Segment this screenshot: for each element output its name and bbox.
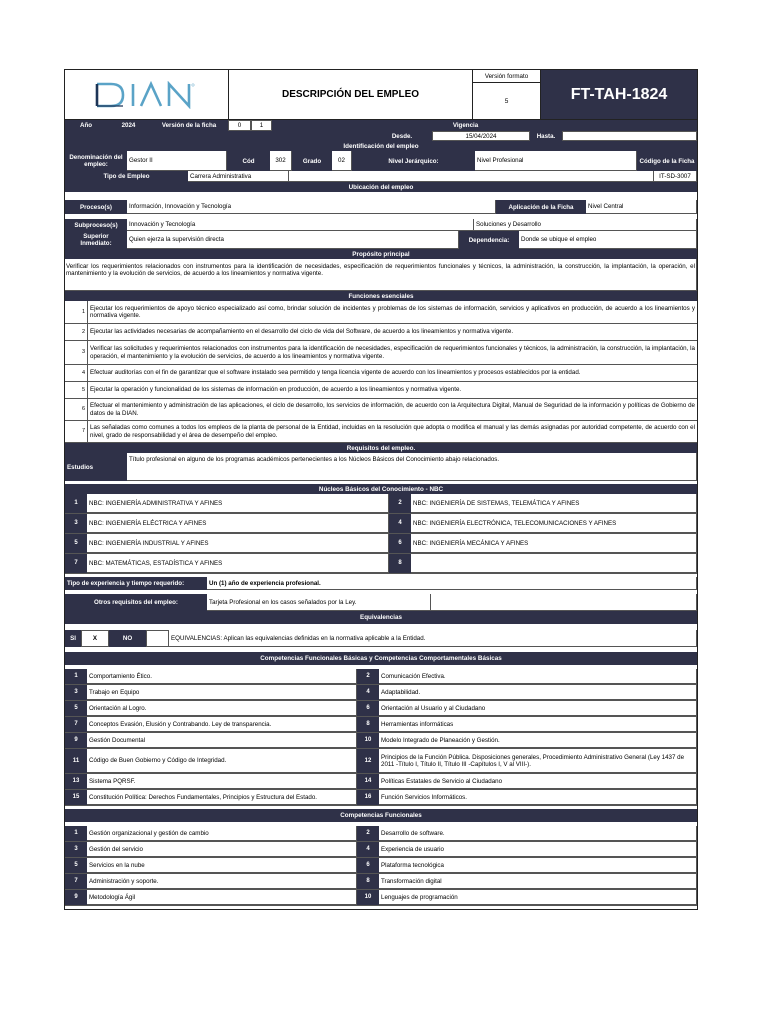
funcion-row: [65, 421, 697, 443]
version-formato-box: [473, 70, 541, 119]
otros-blank: [431, 594, 697, 611]
equivalencias-text: EQUIVALENCIAS: Aplican las equivalencias definidas en la normativa aplicable a la Entidad.: [169, 630, 697, 647]
competencia-number: 1: [65, 669, 87, 684]
competencia-row: [65, 858, 697, 874]
estudios-value: Título profesional en alguno de los programas académicos pertenecientes a los Núcleos Básicos del Conocimiento abajo relacionados.: [127, 453, 697, 481]
competencia-row: [65, 790, 697, 806]
ubicacion-row-2: [65, 219, 697, 231]
spacer: [65, 906, 697, 909]
no-label: NO: [109, 630, 146, 647]
competencia-number: 10: [357, 733, 379, 748]
anio-value: 2024: [107, 120, 150, 131]
tipo-label: Tipo de Empleo: [65, 171, 188, 182]
spacer: [65, 192, 697, 200]
funcion-text: Efectuar el mantenimiento y administración de las aplicaciones, el ciclo de desarrollo, los servicios de información, de acuerdo con la Arquitectura Digital, Manual de Seguridad de la información y políticas de Gobierno de datos de la DIAN.: [87, 399, 697, 420]
competencia-row: [65, 890, 697, 906]
competencia-text: Adaptabilidad.: [379, 685, 697, 700]
nbc-number: 5: [65, 534, 87, 553]
subproceso-value-2: Soluciones y Desarrollo: [474, 219, 697, 231]
competencia-text: Orientación al Usuario y al Ciudadano: [379, 701, 697, 716]
desde-label: Desde.: [372, 131, 432, 141]
competencia-row: [65, 874, 697, 890]
nbc-item-text: NBC: INGENIERÍA INDUSTRIAL Y AFINES: [87, 534, 389, 553]
meta-blank-2: [65, 131, 372, 141]
estudios-row: [65, 453, 697, 481]
nbc-row: [65, 494, 697, 514]
competencia-row: [65, 842, 697, 858]
funcion-text: Las señaladas como comunes a todos los empleos de la planta de personal de la Entidad, incluidas en la resolución que adopta o modifica el manual y las demás asignadas por autoridad competente, de acuerdo con el nivel, grado de responsabilidad y el área de desempeño del empleo.: [87, 421, 697, 442]
funcion-number: 2: [65, 324, 87, 340]
funcion-row: [65, 341, 697, 365]
competencia-number: 9: [65, 890, 87, 905]
competencia-row: [65, 685, 697, 701]
si-value[interactable]: X: [81, 630, 109, 647]
competencia-number: 6: [357, 701, 379, 716]
subproceso-label: Subproceso(s): [65, 219, 127, 231]
competencia-row: [65, 669, 697, 685]
competencia-number: 16: [357, 790, 379, 805]
competencia-row: [65, 717, 697, 733]
competencia-number: 5: [65, 858, 87, 873]
competencias-basicas-section-title: Competencias Funcionales Básicas y Competencias Comportamentales Básicas: [65, 652, 697, 665]
competencias-funcionales-section-title: Competencias Funcionales: [65, 809, 697, 822]
grado-value: 02: [332, 151, 352, 171]
dian-logo: [65, 70, 229, 119]
meta-row-2: [65, 131, 697, 141]
nbc-section-title: Núcleos Básicos del Conocimiento - NBC: [65, 484, 697, 494]
competencia-text: Constitución Política: Derechos Fundamentales, Principios y Estructura del Estado.: [87, 790, 357, 805]
competencia-text: Desarrollo de software.: [379, 826, 697, 841]
no-value[interactable]: [146, 630, 169, 647]
funcion-row: [65, 382, 697, 399]
superior-value: Quien ejerza la supervisión directa: [127, 231, 459, 249]
aplicacion-label: Aplicación de la Ficha: [496, 200, 586, 214]
competencia-number: 10: [357, 890, 379, 905]
identificacion-row-2: [65, 171, 697, 182]
competencia-text: Servicios en la nube: [87, 858, 357, 873]
competencia-number: 5: [65, 701, 87, 716]
funcion-text: Ejecutar los requerimientos de apoyo técnico especializado así como, brindar solución de incidentes y problemas de los sistemas de información, servicios y aplicativos en producción, de acuerdo a los lineamientos y normativa vigente.: [87, 301, 697, 323]
proceso-label: Proceso(s): [65, 200, 127, 214]
competencia-text: Código de Buen Gobierno y Código de Integridad.: [87, 749, 357, 773]
funcion-row: [65, 301, 697, 324]
competencia-text: Conceptos Evasión, Elusión y Contrabando. Ley de transparencia.: [87, 717, 357, 732]
cod-label: Cód: [227, 151, 270, 171]
version-ficha-label: Versión de la ficha: [150, 120, 228, 131]
competencia-number: 3: [65, 685, 87, 700]
competencia-row: [65, 701, 697, 717]
nbc-number: 1: [65, 494, 87, 513]
competencia-text: Gestión del servicio: [87, 842, 357, 857]
otros-label: Otros requisitos del empleo:: [65, 594, 207, 611]
tipo-value: Carrera Administrativa: [188, 171, 289, 182]
job-description-form: [64, 69, 698, 910]
competencia-number: 7: [65, 874, 87, 889]
nbc-number: 6: [389, 534, 411, 553]
nbc-item-text: [411, 554, 697, 573]
competencia-row: [65, 774, 697, 790]
competencia-text: Comunicación Efectiva.: [379, 669, 697, 684]
competencia-row: [65, 749, 697, 774]
competencia-number: 6: [357, 858, 379, 873]
competencia-text: Gestión Documental: [87, 733, 357, 748]
dependencia-value: Donde se ubique el empleo: [519, 231, 697, 249]
competencia-text: Gestión organizacional y gestión de cambio: [87, 826, 357, 841]
desde-value: 15/04/2024: [432, 131, 530, 141]
nbc-number: 2: [389, 494, 411, 513]
competencia-text: Administración y soporte.: [87, 874, 357, 889]
dian-logo-mark: [93, 81, 201, 109]
ubicacion-row-3: [65, 231, 697, 249]
nbc-item-text: NBC: INGENIERÍA ELECTRÓNICA, TELECOMUNICACIONES Y AFINES: [411, 514, 697, 533]
otros-value: Tarjeta Profesional en los casos señalados por la Ley.: [207, 594, 431, 611]
hasta-label: Hasta.: [530, 131, 562, 141]
cod-value: 302: [270, 151, 292, 171]
anio-label: Año: [65, 120, 107, 131]
competencia-number: 9: [65, 733, 87, 748]
equivalencias-section-title: Equivalencias: [65, 611, 697, 624]
version-ficha-a: 0: [228, 120, 251, 131]
competencia-number: 13: [65, 774, 87, 789]
subproceso-value: Innovación y Tecnología: [127, 219, 474, 231]
nbc-item-text: NBC: INGENIERÍA ADMINISTRATIVA Y AFINES: [87, 494, 389, 513]
competencia-text: Orientación al Logro.: [87, 701, 357, 716]
funciones-list: [65, 301, 697, 443]
superior-label: Superior Inmediato:: [65, 231, 127, 249]
competencias-basicas-grid: [65, 665, 697, 809]
si-label: SI: [65, 630, 81, 647]
competencia-row: [65, 733, 697, 749]
identificacion-section-title: Identificación del empleo: [65, 141, 697, 151]
funcion-text: Verificar las solicitudes y requerimientos relacionados con instrumentos para la identificación de necesidades, especificación de requerimientos funcionales y técnicos, la administración, la construcción, la implantación, la operación, el mantenimiento y la evolución de servicios, de acuerdo a los lineamientos y normativa vigente.: [87, 341, 697, 364]
funcion-number: 7: [65, 421, 87, 442]
identificacion-row-1: [65, 151, 697, 171]
form-code: FT-TAH-1824: [541, 70, 697, 119]
competencia-number: 3: [65, 842, 87, 857]
competencia-text: Comportamiento Ético.: [87, 669, 357, 684]
funcion-text: Efectuar auditorías con el fin de garantizar que el software instalado sea permitido y tenga licencia vigente de acuerdo con los lineamientos y procesos establecidos por la entidad.: [87, 365, 697, 381]
version-formato-label: Versión formato: [473, 70, 540, 83]
competencia-number: 1: [65, 826, 87, 841]
codigo-ficha-value: IT-SD-3007: [654, 171, 697, 182]
competencia-text: Políticas Estatales de Servicio al Ciudadano: [379, 774, 697, 789]
ubicacion-row-1: [65, 200, 697, 214]
dependencia-label: Dependencia:: [459, 231, 519, 249]
nbc-item-text: NBC: INGENIERÍA ELÉCTRICA Y AFINES: [87, 514, 389, 533]
competencia-number: 4: [357, 685, 379, 700]
competencia-number: 2: [357, 826, 379, 841]
equivalencias-row: [65, 630, 697, 647]
competencia-row: [65, 826, 697, 842]
funcion-number: 5: [65, 382, 87, 398]
ubicacion-section-title: Ubicación del empleo: [65, 182, 697, 192]
funcion-number: 4: [65, 365, 87, 381]
meta-row-1: [65, 120, 697, 131]
codigo-ficha-label: Código de la Ficha: [637, 151, 697, 171]
proceso-value: Información, Innovación y Tecnología: [127, 200, 496, 214]
competencia-text: Metodología Ágil: [87, 890, 357, 905]
nbc-number: 8: [389, 554, 411, 573]
funcion-text: Ejecutar la operación y funcionalidad de los sistemas de información en producción, de acuerdo a los lineamientos y normativa vigente.: [87, 382, 697, 398]
proposito-text: Verificar los requerimientos relacionados con instrumentos para la identificación de necesidades, especificación de requerimientos funcionales y técnicos, la administración, la construcción, la implantación, la operación, el mantenimiento y la evolución de servicios, de acuerdo a los lineamientos y normativa vigente.: [65, 259, 697, 291]
experiencia-row: [65, 577, 697, 590]
competencia-text: Modelo Integrado de Planeación y Gestión.: [379, 733, 697, 748]
otros-row: [65, 594, 697, 611]
funcion-row: [65, 399, 697, 421]
nbc-row: [65, 554, 697, 574]
competencia-text: Función Servicios Informáticos.: [379, 790, 697, 805]
experiencia-value: Un (1) año de experiencia profesional.: [207, 577, 697, 590]
nbc-item-text: NBC: INGENIERÍA DE SISTEMAS, TELEMÁTICA Y AFINES: [411, 494, 697, 513]
version-formato-value: 5: [504, 97, 509, 105]
nivel-value: Nivel Profesional: [475, 151, 637, 171]
requisitos-section-title: Requisitos del empleo.: [65, 443, 697, 453]
denominacion-value: Gestor II: [127, 151, 227, 171]
nbc-row: [65, 534, 697, 554]
form-title: DESCRIPCIÓN DEL EMPLEO: [229, 70, 473, 119]
version-ficha-b: 1: [251, 120, 272, 131]
competencia-number: 8: [357, 717, 379, 732]
meta-blank-1: [272, 120, 372, 131]
nbc-number: 3: [65, 514, 87, 533]
estudios-label: Estudios: [65, 453, 127, 481]
funcion-number: 6: [65, 399, 87, 420]
denominacion-label: Denominación del empleo:: [65, 151, 127, 171]
funcion-number: 1: [65, 301, 87, 323]
competencia-text: Experiencia de usuario: [379, 842, 697, 857]
funcion-number: 3: [65, 341, 87, 364]
nbc-row: [65, 514, 697, 534]
proposito-section-title: Propósito principal: [65, 249, 697, 259]
experiencia-label: Tipo de experiencia y tiempo requerido:: [65, 577, 207, 590]
nivel-label: Nivel Jerárquico:: [352, 151, 475, 171]
nbc-number: 4: [389, 514, 411, 533]
nbc-grid: [65, 494, 697, 577]
nbc-number: 7: [65, 554, 87, 573]
nbc-item-text: NBC: MATEMÁTICAS, ESTADÍSTICA Y AFINES: [87, 554, 389, 573]
competencia-number: 2: [357, 669, 379, 684]
funcion-text: Ejecutar las actividades necesarias de acompañamiento en el desarrollo del ciclo de vida del Software, de acuerdo a los lineamientos y normativa vigente.: [87, 324, 697, 340]
competencia-text: Plataforma tecnológica: [379, 858, 697, 873]
funciones-section-title: Funciones esenciales: [65, 291, 697, 301]
competencia-text: Lenguajes de programación: [379, 890, 697, 905]
competencia-text: Sistema PQRSF.: [87, 774, 357, 789]
grado-label: Grado: [292, 151, 332, 171]
tipo-blank: [289, 171, 654, 182]
competencia-text: Trabajo en Equipo: [87, 685, 357, 700]
form-header: [65, 70, 697, 120]
funcion-row: [65, 324, 697, 341]
competencia-number: 14: [357, 774, 379, 789]
competencias-funcionales-grid: [65, 822, 697, 909]
competencia-number: 4: [357, 842, 379, 857]
competencia-number: 15: [65, 790, 87, 805]
competencia-text: Transformación digital: [379, 874, 697, 889]
competencia-number: 12: [357, 749, 379, 773]
competencia-text: Principios de la Función Pública. Disposiciones generales, Procedimiento Administrativo General (Ley 1437 de 2011 -Título I, Título II, Título III -Capítulos I, V al VIII-).: [379, 749, 697, 773]
vigencia-label: Vigencia: [372, 120, 697, 131]
competencia-text: Herramientas informáticas: [379, 717, 697, 732]
competencia-number: 8: [357, 874, 379, 889]
competencia-number: 11: [65, 749, 87, 773]
hasta-value: [562, 131, 697, 141]
aplicacion-value: Nivel Central: [586, 200, 697, 214]
nbc-item-text: NBC: INGENIERÍA MECÁNICA Y AFINES: [411, 534, 697, 553]
competencia-number: 7: [65, 717, 87, 732]
funcion-row: [65, 365, 697, 382]
